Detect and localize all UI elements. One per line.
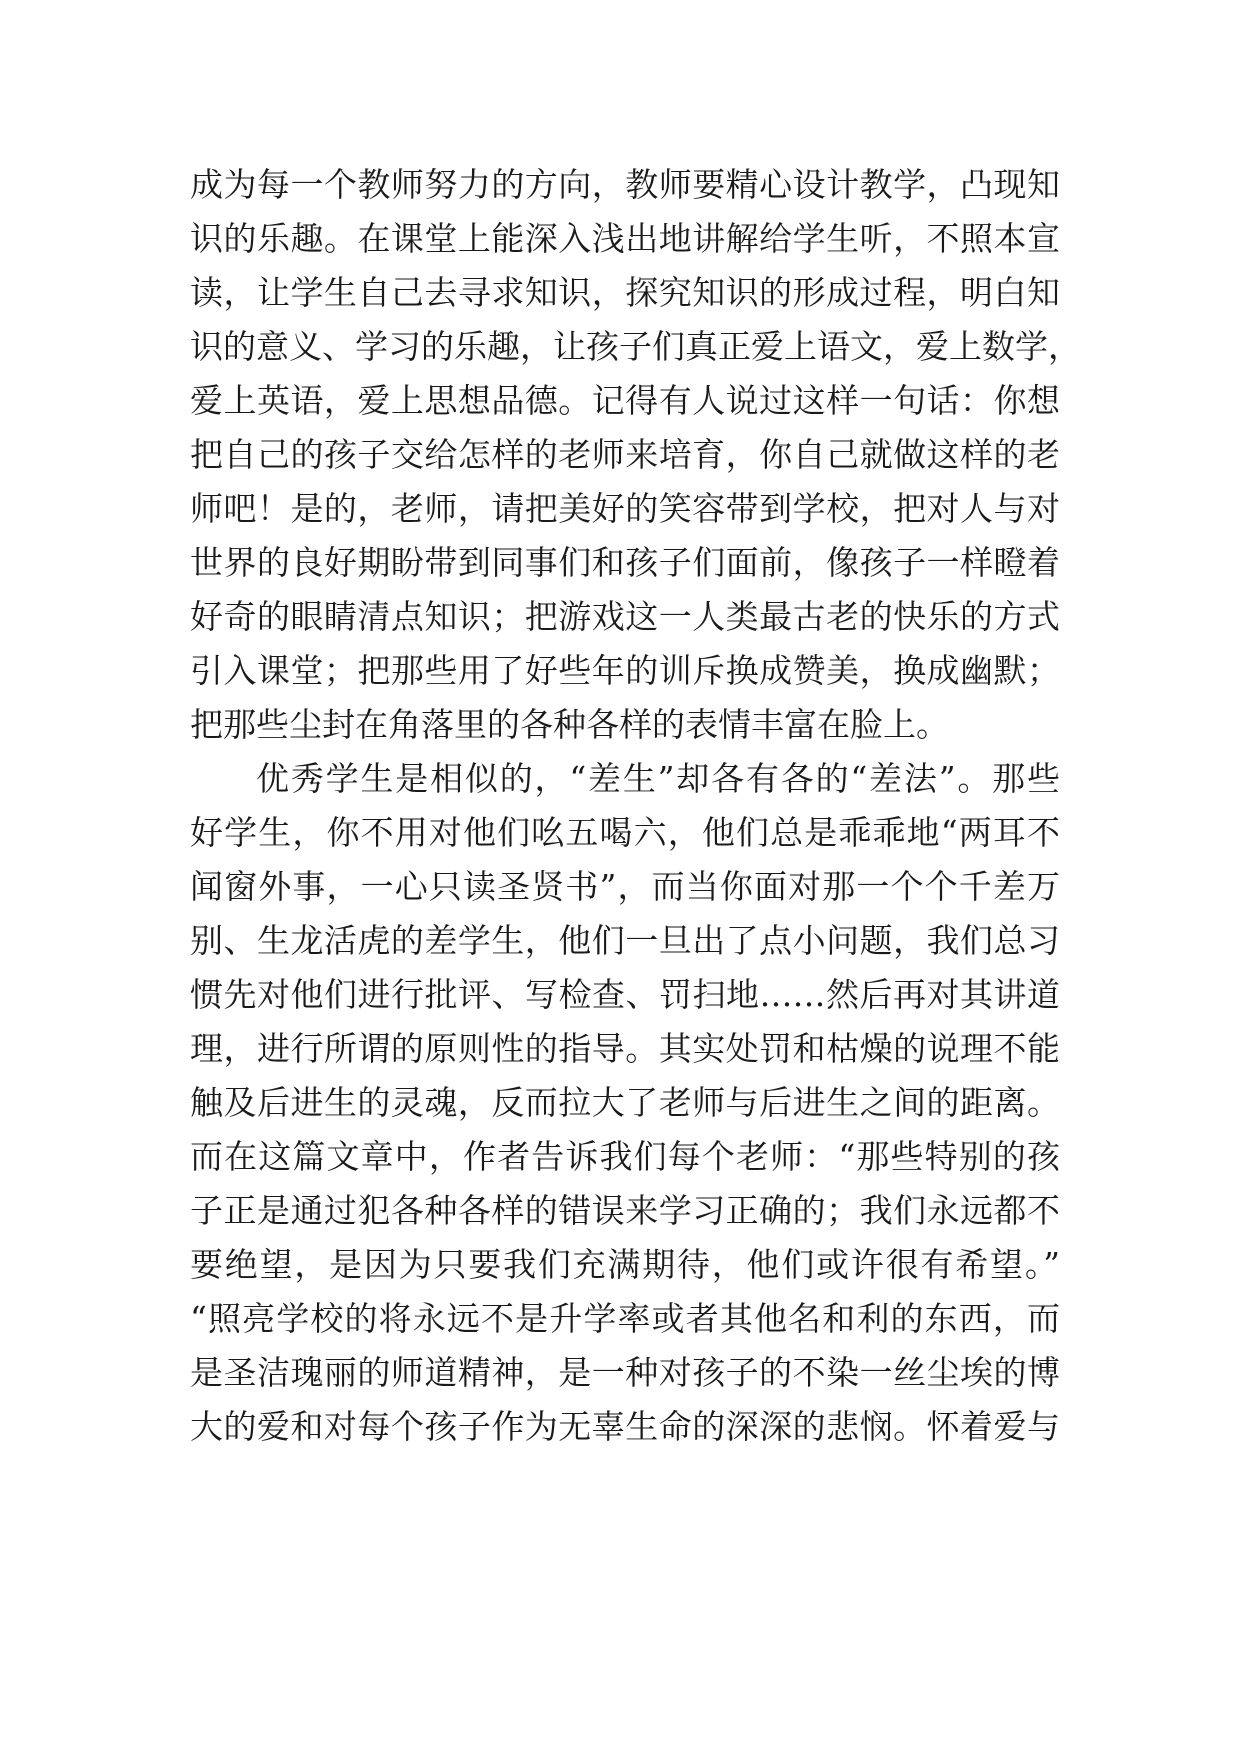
text-line: 子正是通过犯各种各样的错误来学习正确的；我们永远都不 <box>190 1191 1060 1230</box>
text-line: 触及后进生的灵魂，反而拉大了老师与后进生之间的距离。 <box>190 1083 1060 1122</box>
body-text <box>190 158 1081 1454</box>
text-line: 别、生龙活虎的差学生，他们一旦出了点小问题，我们总习 <box>190 921 1060 960</box>
text-line: 识的意义、学习的乐趣，让孩子们真正爱上语文，爱上数学， <box>190 327 1081 366</box>
text-line: 大的爱和对每个孩子作为无辜生命的深深的悲悯。怀着爱与 <box>190 1407 1060 1446</box>
text-line: 要绝望，是因为只要我们充满期待，他们或许很有希望。” <box>190 1245 1060 1284</box>
text-line: 识的乐趣。在课堂上能深入浅出地讲解给学生听，不照本宣 <box>190 219 1060 258</box>
text-line: 闻窗外事，一心只读圣贤书”，而当你面对那一个个千差万 <box>190 867 1060 906</box>
text-line: 把那些尘封在角落里的各种各样的表情丰富在脸上。 <box>190 705 949 744</box>
text-line: 世界的良好期盼带到同事们和孩子们面前，像孩子一样瞪着 <box>190 543 1060 582</box>
text-line: 惯先对他们进行批评、写检查、罚扫地……然后再对其讲道 <box>190 975 1060 1014</box>
text-line: 好学生，你不用对他们吆五喝六，他们总是乖乖地“两耳不 <box>190 813 1060 852</box>
paragraph-first-line: 优秀学生是相似的，“差生”却各有各的“差法”。那些 <box>256 759 1060 798</box>
text-line: 理，进行所谓的原则性的指导。其实处罚和枯燥的说理不能 <box>190 1029 1060 1068</box>
text-line: 引入课堂；把那些用了好些年的训斥换成赞美，换成幽默； <box>190 651 1060 690</box>
text-line: 是圣洁瑰丽的师道精神，是一种对孩子的不染一丝尘埃的博 <box>190 1353 1060 1392</box>
text-line: 读，让学生自己去寻求知识，探究知识的形成过程，明白知 <box>190 273 1060 312</box>
text-line: 成为每一个教师努力的方向，教师要精心设计教学，凸现知 <box>190 165 1060 204</box>
text-line: 而在这篇文章中，作者告诉我们每个老师：“那些特别的孩 <box>190 1137 1060 1176</box>
text-line: 把自己的孩子交给怎样的老师来培育，你自己就做这样的老 <box>190 435 1060 474</box>
text-line: 师吧！是的，老师，请把美好的笑容带到学校，把对人与对 <box>190 489 1060 528</box>
text-line: 好奇的眼睛清点知识；把游戏这一人类最古老的快乐的方式 <box>190 597 1060 636</box>
text-line: “照亮学校的将永远不是升学率或者其他名和利的东西，而 <box>190 1299 1060 1338</box>
text-line: 爱上英语，爱上思想品德。记得有人说过这样一句话：你想 <box>190 381 1060 420</box>
